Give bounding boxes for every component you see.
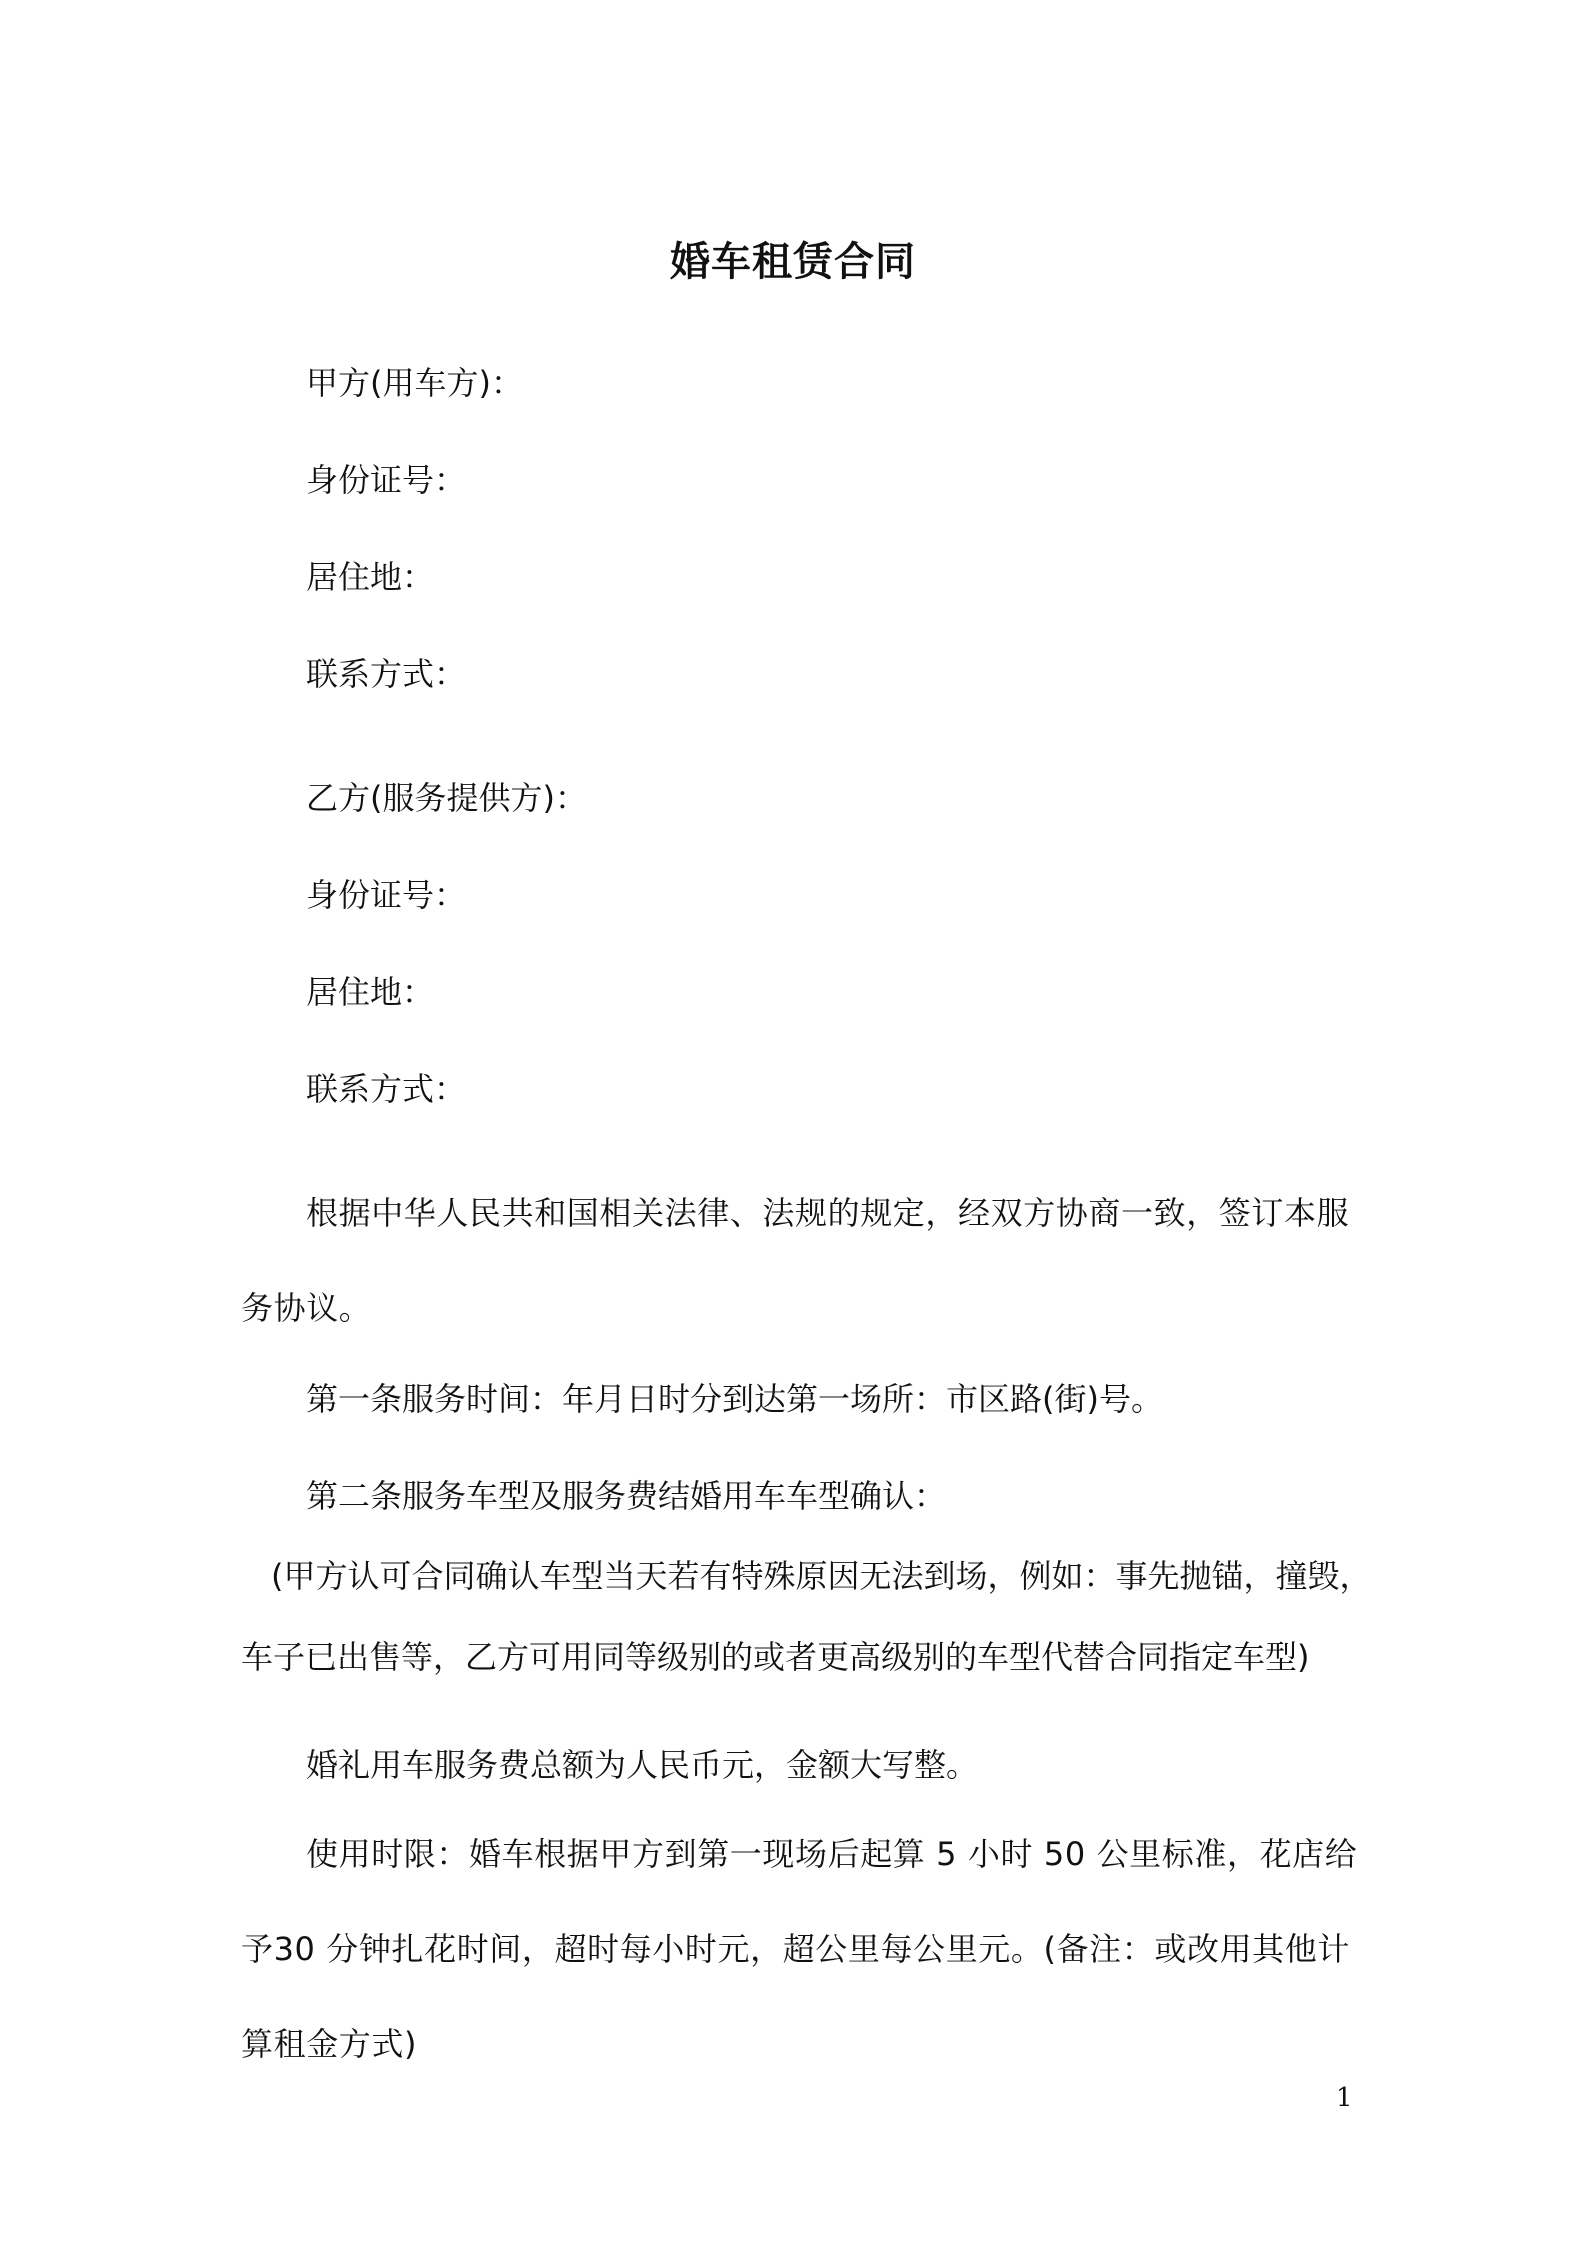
party-b-address-label: 居住地： <box>306 973 435 1011</box>
party-b-id-label: 身份证号： <box>306 876 467 914</box>
party-a-id-label: 身份证号： <box>306 461 467 499</box>
page-number: 1 <box>1336 2083 1353 2113</box>
article-1-service-time: 第一条服务时间：年月日时分到达第一场所：市区路(街)号。 <box>306 1380 1163 1418</box>
vehicle-substitution-note-line-1: (甲方认可合同确认车型当天若有特殊原因无法到场，例如：事先抛锚，撞毁， <box>271 1557 1372 1595</box>
preamble-paragraph: 根据中华人民共和国相关法律、法规的规定，经双方协商一致，签订本服务协议。 <box>241 1194 1350 1327</box>
party-a-heading: 甲方(用车方)： <box>306 364 523 402</box>
document-title: 婚车租赁合同 <box>670 239 916 285</box>
service-fee-paragraph: 婚礼用车服务费总额为人民币元，金额大写整。 <box>306 1746 979 1784</box>
usage-limit-paragraph: 使用时限：婚车根据甲方到第一现场后起算 5 小时 50 公里标准，花店给予30 分钟扎花时间，超时每小时元，超公里每公里元。(备注：或改用其他计算租金方式) <box>241 1835 1358 2063</box>
party-a-contact-label: 联系方式： <box>306 655 467 693</box>
vehicle-substitution-note-line-2: 车子已出售等，乙方可用同等级别的或者更高级别的车型代替合同指定车型) <box>241 1638 1310 1676</box>
article-2-vehicle-fee: 第二条服务车型及服务费结婚用车车型确认： <box>306 1477 947 1515</box>
party-a-address-label: 居住地： <box>306 558 435 596</box>
party-b-heading: 乙方(服务提供方)： <box>306 779 587 817</box>
party-b-contact-label: 联系方式： <box>306 1070 467 1108</box>
